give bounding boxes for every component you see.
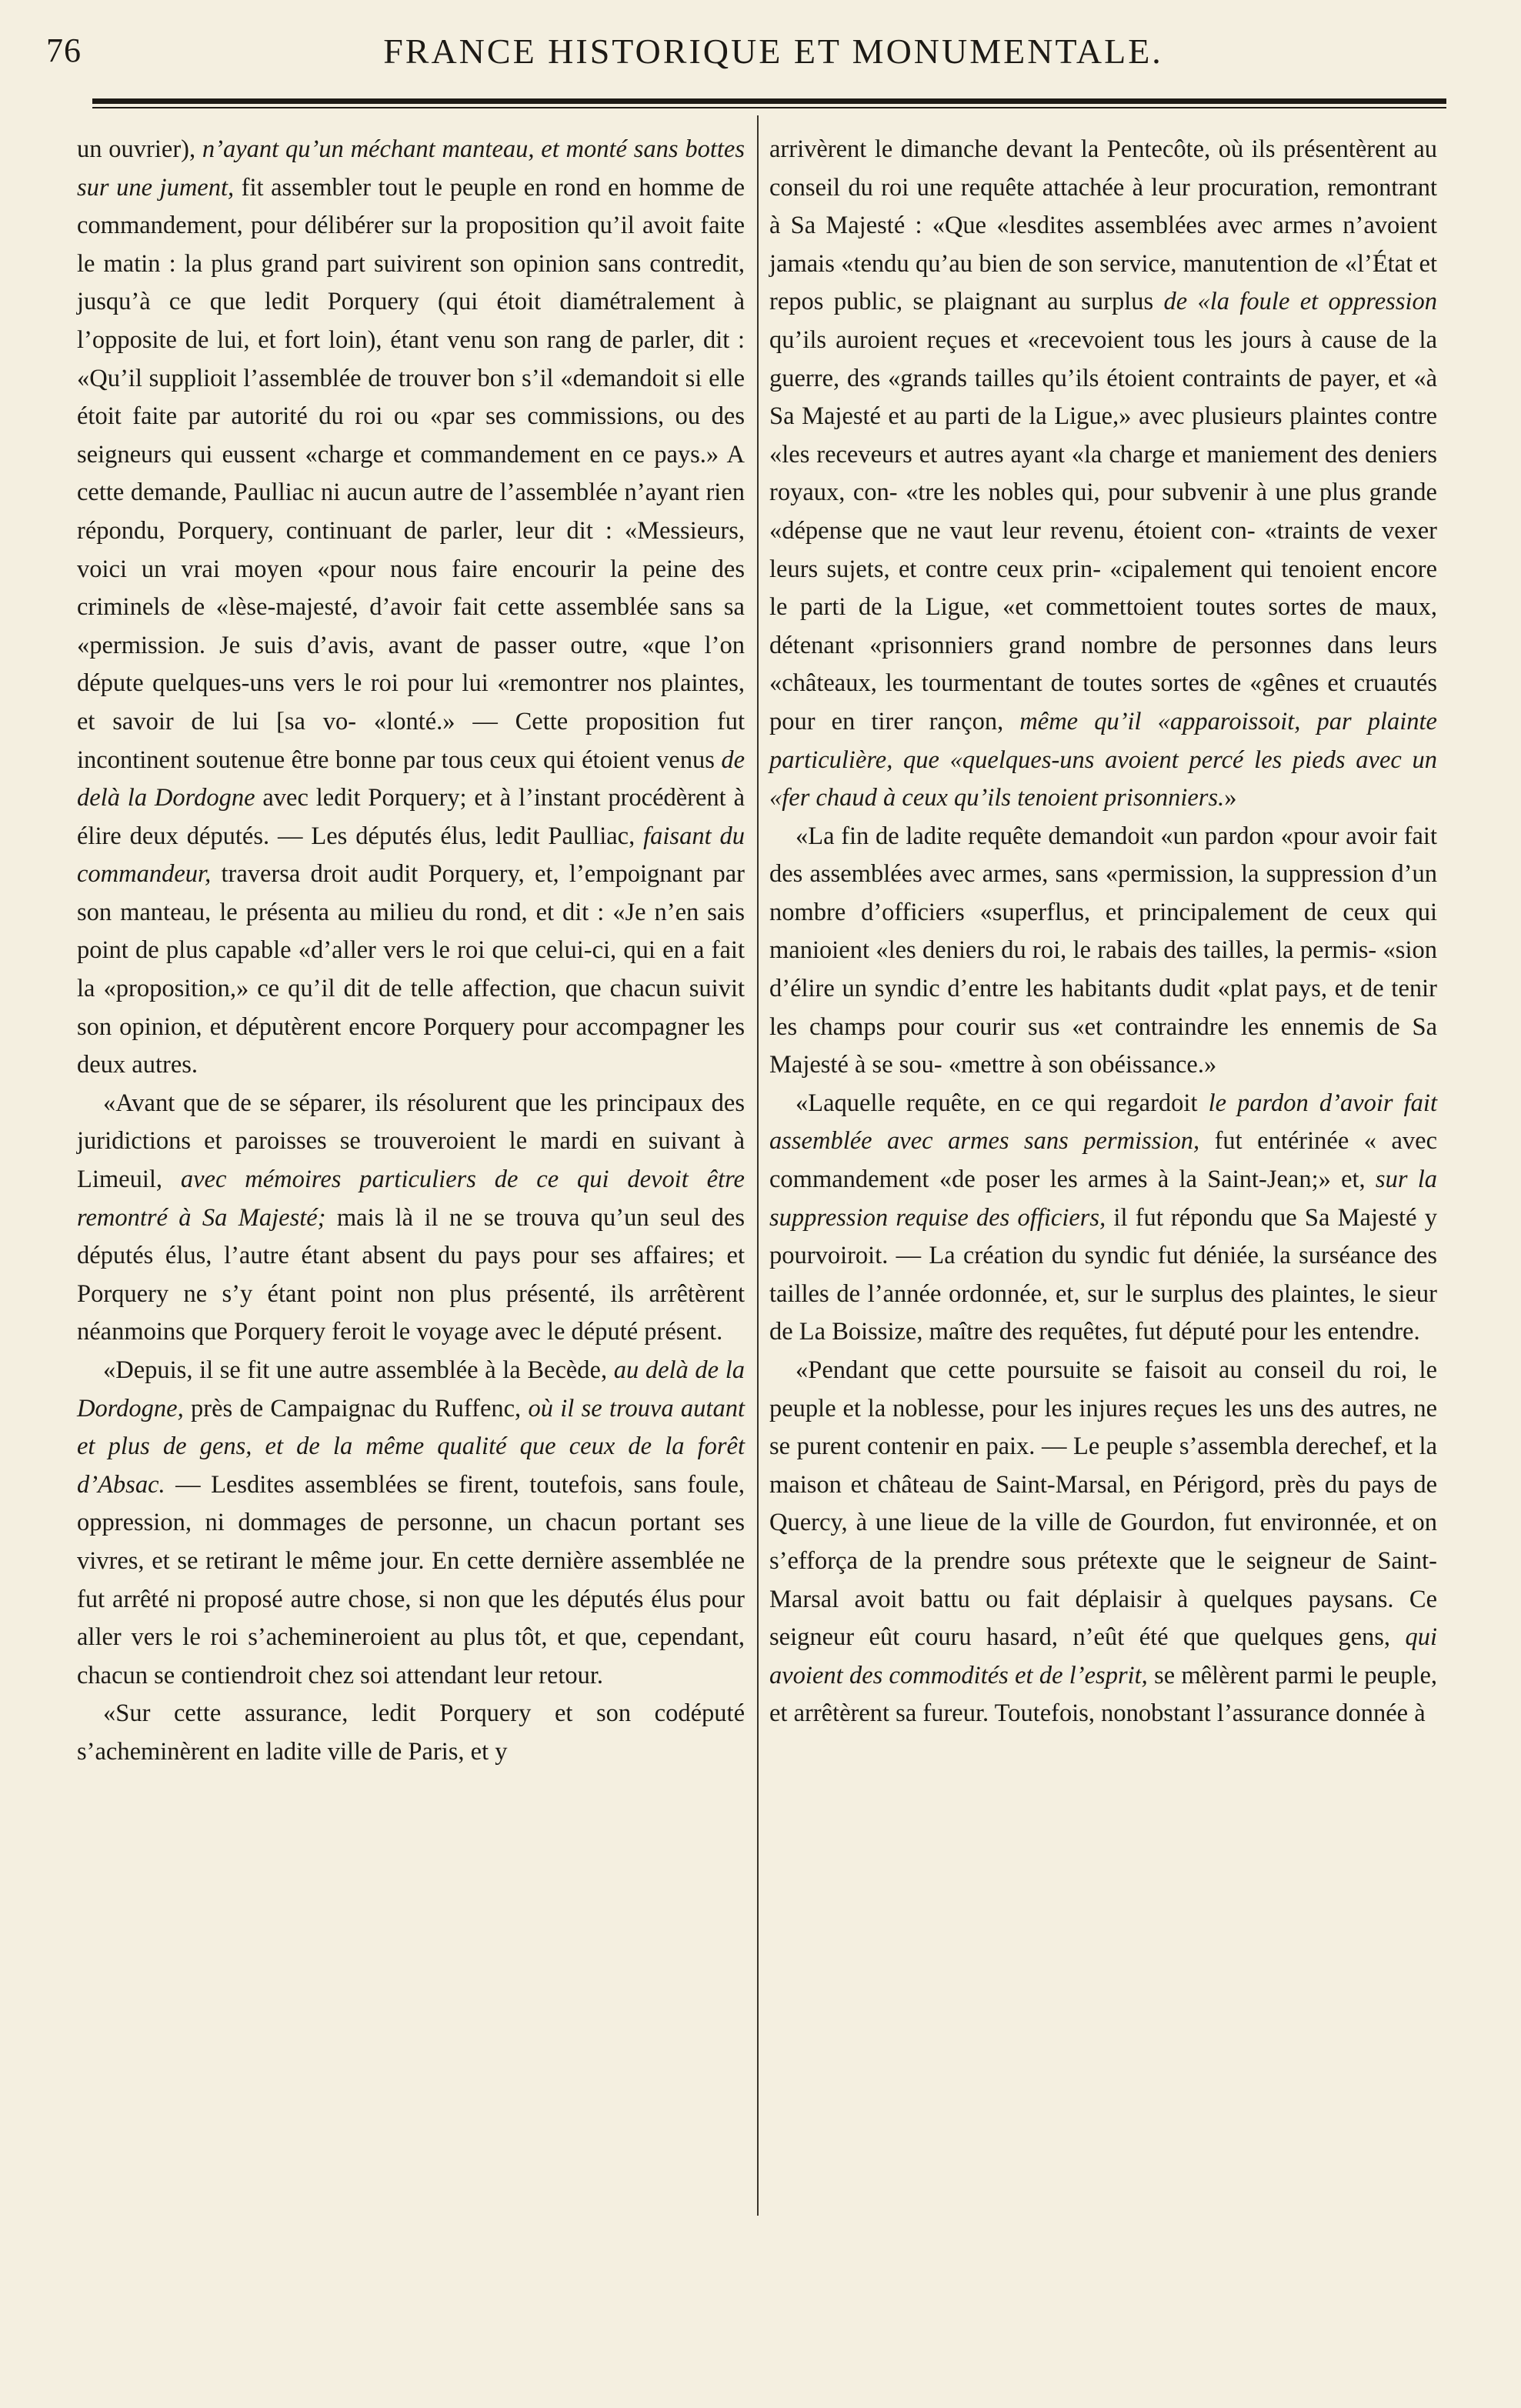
italic-run: même qu’il «apparoissoit, par plainte particulière, que «quelques-uns avoient percé les pieds avec un «fer chaud à ceux qu’ils tenoient prisonniers. [769, 707, 1437, 812]
italic-run: qui avoient des commodités et de l’esprit, [769, 1623, 1437, 1689]
text-run: fut entérinée « avec commandement «de poser les armes à la Saint-Jean;» et, [769, 1127, 1437, 1194]
text-run: — Lesdites assemblées se firent, toutefois, sans foule, oppression, ni dommages de personne, un chacun portant ses vivres, et se retirant le même jour. En cette dernière assemblée ne fut arrêté ni proposé autre chose, si non que les députés élus pour aller vers le roi s’achemineroient au plus tôt, et que, cependant, chacun se contiendroit chez soi attendant leur retour. [77, 1470, 745, 1689]
text-run: mais là il ne se trouva qu’un seul des députés élus, l’autre étant absent du pays pour ses affaires; et Porquery ne s’y étant point non plus présenté, ils arrêtèrent néanmoins que Porquery feroit le voyage avec le député présent. [77, 1203, 745, 1346]
paragraph [769, 1085, 1437, 1352]
text-run: avec ledit Porquery; et à l’instant procédèrent à élire deux députés. — Les députés élus, ledit Paulliac, [77, 784, 745, 850]
header-rule-thin [92, 107, 1446, 108]
text-run: arrivèrent le dimanche devant la Pentecôte, où ils présentèrent au conseil du roi une requête attachée à leur procuration, remontrant à Sa Majesté : «Que «lesdites assemblées avec armes n’avoient jamais «tendu qu’au bien de son service, manutention de «l’État et repos public, se plaignant au surplus [769, 135, 1437, 316]
paragraph [77, 1695, 745, 1771]
text-run: «La fin de ladite requête demandoit «un pardon «pour avoir fait des assemblées avec armes, sans «permission, la suppression d’un nombre d’officiers «superflus, et principalement de ceux qui manioient «les deniers du roi, le rabais des tailles, la permis- «sion d’élire un syndic d’entre les habitants dudit «plat pays, et de tenir les champs pour courir sus «et contraindre les ennemis de Sa Majesté à se sou- «mettre à son obéissance.» [769, 822, 1437, 1079]
text-run: traversa droit audit Porquery, et, l’empoignant par son manteau, le présenta au milieu du rond, et dit : «Je n’en sais point de plus capable «d’aller vers le roi que celui-ci, qui en a fait la «proposition,» ce qu’il dit de telle affection, que chacun suivit son opinion, et députèrent encore Porquery pour accompagner les deux autres. [77, 860, 745, 1079]
text-run: «Sur cette assurance, ledit Porquery et son codéputé s’acheminèrent en ladite ville de Paris, et y [77, 1699, 745, 1766]
right-column [769, 131, 1437, 1733]
text-run: «Avant que de se séparer, ils résolurent que les principaux des juridictions et paroisses se trouveroient le mardi en suivant à Limeuil, [77, 1089, 745, 1194]
left-column [77, 131, 745, 1772]
italic-run: faisant du commandeur, [77, 822, 745, 889]
italic-run: le pardon d’avoir fait assemblée avec armes sans permission, [769, 1089, 1437, 1156]
italic-run: n’ayant qu’un méchant manteau, et monté sans bottes sur une jument, [77, 135, 745, 202]
text-run: «Laquelle requête, en ce qui regardoit [796, 1089, 1209, 1117]
column-divider [757, 115, 759, 2216]
text-run: «Depuis, il se fit une autre assemblée à la Becède, [103, 1356, 614, 1384]
running-head: FRANCE HISTORIQUE ET MONUMENTALE. [383, 32, 1163, 71]
paragraph [77, 131, 745, 1085]
text-run: » [1224, 784, 1237, 812]
text-run: «Pendant que cette poursuite se faisoit au conseil du roi, le peuple et la noblesse, pour les injures reçues les uns des autres, ne se purent contenir en paix. — Le peuple s’assembla derechef, et la maison et château de Saint-Marsal, en Périgord, près du pays de Quercy, à une lieue de la ville de Gourdon, fut environnée, et on s’efforça de la prendre sous prétexte que le seigneur de Saint-Marsal avoit battu ou fait déplaisir à quelques paysans. Ce seigneur eût couru hasard, n’eût été que quelques gens, [769, 1356, 1437, 1652]
paragraph [77, 1352, 745, 1695]
italic-run: où il se trouva autant et plus de gens, et de la même qualité que ceux de la forêt d’Absac. [77, 1394, 745, 1499]
text-run: il fut répondu que Sa Majesté y pourvoiroit. — La création du syndic fut déniée, la surséance des tailles de l’année ordonnée, et, sur le surplus des plaintes, le sieur de La Boissize, maître des requêtes, fut député pour les entendre. [769, 1203, 1437, 1346]
text-run: fit assembler tout le peuple en rond en homme de commandement, pour délibérer sur la proposition qu’il avoit faite le matin : la plus grand part suivirent son opinion sans contredit, jusqu’à ce que ledit Porquery (qui étoit diamétralement à l’opposite de lui, et fort loin), étant venu son rang de parler, dit : «Qu’il supplioit l’assemblée de trouver bon s’il «demandoit si elle étoit faite par autorité du roi ou «par ses commissions, ou des seigneurs qui eussent «charge et commandement en ce pays.» A cette demande, Paulliac ni aucun autre de l’assemblée n’ayant rien répondu, Porquery, continuant de parler, leur dit : «Messieurs, voici un vrai moyen «pour nous faire encourir la peine des criminels de «lèse-majesté, d’avoir fait cette assemblée sans sa «permission. Je suis d’avis, avant de passer outre, «que l’on députe quelques-uns vers le roi pour lui «remontrer nos plaintes, et savoir de lui [sa vo- «lonté.» — Cette proposition fut incontinent soutenue être bonne par tous ceux qui étoient venus [77, 173, 745, 774]
italic-run: sur la suppression requise des officiers, [769, 1166, 1437, 1232]
paragraph [769, 1352, 1437, 1733]
italic-run: au delà de la Dordogne, [77, 1356, 745, 1422]
paragraph [769, 131, 1437, 818]
paragraph [77, 1085, 745, 1352]
text-run: un ouvrier), [77, 135, 202, 163]
page-number: 76 [46, 32, 82, 69]
italic-run: de «la foule et oppression [1163, 288, 1437, 316]
italic-run: de delà la Dordogne [77, 745, 745, 812]
header-rule-thick [92, 98, 1446, 104]
italic-run: avec mémoires particuliers de ce qui devoit être remontré à Sa Majesté; [77, 1166, 745, 1232]
text-run: près de Campaignac du Ruffenc, [183, 1394, 529, 1422]
paragraph [769, 818, 1437, 1085]
text-run: se mêlèrent parmi le peuple, et arrêtèrent sa fureur. Toutefois, nonobstant l’assurance donnée à [769, 1661, 1437, 1728]
text-run: qu’ils auroient reçues et «recevoient tous les jours à cause de la guerre, des «grands tailles qu’ils étoient contraints de payer, et «à Sa Majesté et au parti de la Ligue,» avec plusieurs plaintes contre «les receveurs et autres ayant «la charge et maniement des deniers royaux, con- «tre les nobles qui, pour subvenir à une plus grande «dépense que ne vaut leur revenu, étoient con- «traints de vexer leurs sujets, et contre ceux prin- «cipalement qui tenoient encore le parti de la Ligue, «et commettoient toutes sortes de maux, détenant «prisonniers grand nombre de personnes dans leurs «châteaux, les tourmentant de toutes sortes de «gênes et cruautés pour en tirer rançon, [769, 325, 1437, 735]
page-header [46, 31, 1454, 85]
